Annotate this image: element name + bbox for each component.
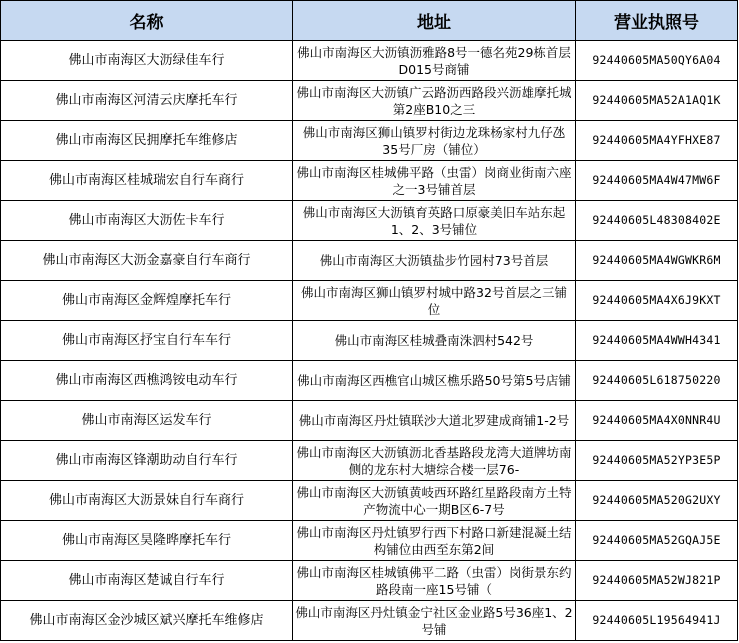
cell-address[interactable]	[293, 361, 576, 401]
cell-name[interactable]: 佛山市南海区大沥绿佳车行	[1, 41, 293, 81]
table-row	[1, 481, 738, 521]
table-row	[1, 441, 738, 481]
address-text: 佛山市南海区大沥镇沥北香基路段龙湾大道牌坊南侧的龙东村大塘综合楼一层76-	[296, 444, 572, 477]
address-text: 佛山市南海区大沥镇盐步竹园村73号首层	[319, 253, 549, 268]
table-row	[1, 241, 738, 281]
table-row	[1, 561, 738, 601]
cell-address[interactable]	[293, 241, 576, 281]
cell-address[interactable]	[293, 561, 576, 601]
cell-address[interactable]	[293, 401, 576, 441]
cell-license[interactable]: 92440605L19564941J	[576, 601, 738, 641]
address-text: 佛山市南海区大沥镇广云路沥西路段兴沥雄摩托城第2座B10之三	[296, 84, 572, 117]
cell-name[interactable]: 佛山市南海区锋潮助动自行车行	[1, 441, 293, 481]
table-row	[1, 601, 738, 641]
column-header-license: 营业执照号	[576, 1, 738, 41]
table-row	[1, 401, 738, 441]
cell-license[interactable]: 92440605MA4X0NNR4U	[576, 401, 738, 441]
address-text: 佛山市南海区丹灶镇罗行西下村路口新建混凝土结构铺位由西至东第2间	[296, 524, 572, 557]
address-text: 佛山市南海区丹灶镇联沙大道北罗建成商铺1-2号	[298, 413, 570, 428]
column-header-name: 名称	[1, 1, 293, 41]
cell-name[interactable]: 佛山市南海区河清云庆摩托车行	[1, 81, 293, 121]
cell-address[interactable]	[293, 521, 576, 561]
table-row	[1, 521, 738, 561]
cell-name[interactable]: 佛山市南海区昊隆晔摩托车行	[1, 521, 293, 561]
table-row	[1, 361, 738, 401]
cell-name[interactable]: 佛山市南海区金沙城区斌兴摩托车维修店	[1, 601, 293, 641]
cell-license[interactable]: 92440605MA4WGWKR6M	[576, 241, 738, 281]
cell-name[interactable]: 佛山市南海区运发车行	[1, 401, 293, 441]
address-text: 佛山市南海区大沥镇育英路口原豪美旧车站东起1、2、3号铺位	[302, 204, 566, 237]
header-row	[1, 1, 738, 41]
cell-license[interactable]: 92440605MA52A1AQ1K	[576, 81, 738, 121]
address-text: 佛山市南海区桂城镇佛平二路（虫雷）岗街景东约路段南一座15号铺（	[296, 564, 572, 597]
cell-license[interactable]: 92440605MA52YP3E5P	[576, 441, 738, 481]
cell-name[interactable]: 佛山市南海区大沥景妹自行车商行	[1, 481, 293, 521]
cell-address[interactable]	[293, 441, 576, 481]
cell-name[interactable]: 佛山市南海区桂城瑞宏自行车商行	[1, 161, 293, 201]
cell-name[interactable]: 佛山市南海区民拥摩托车维修店	[1, 121, 293, 161]
cell-address[interactable]	[293, 41, 576, 81]
cell-license[interactable]: 92440605MA4WWH4341	[576, 321, 738, 361]
address-text: 佛山市南海区狮山镇罗村街边龙珠杨家村九仔氹35号厂房（铺位）	[302, 124, 566, 157]
address-text: 佛山市南海区大沥镇沥雅路8号一德名苑29栋首层D015号商铺	[297, 44, 571, 77]
table-row	[1, 81, 738, 121]
cell-address[interactable]	[293, 81, 576, 121]
cell-name[interactable]: 佛山市南海区金辉煌摩托车行	[1, 281, 293, 321]
cell-license[interactable]: 92440605L618750220	[576, 361, 738, 401]
table-row	[1, 121, 738, 161]
cell-license[interactable]: 92440605MA50QY6A04	[576, 41, 738, 81]
cell-name[interactable]: 佛山市南海区大沥金嘉豪自行车商行	[1, 241, 293, 281]
cell-address[interactable]	[293, 201, 576, 241]
cell-address[interactable]	[293, 281, 576, 321]
table-row	[1, 161, 738, 201]
cell-license[interactable]: 92440605MA520G2UXY	[576, 481, 738, 521]
cell-license[interactable]: 92440605MA52GQAJ5E	[576, 521, 738, 561]
address-text: 佛山市南海区丹灶镇金宁社区金业路5号36座1、2号铺	[295, 604, 573, 637]
cell-license[interactable]: 92440605MA4YFHXE87	[576, 121, 738, 161]
cell-name[interactable]: 佛山市南海区西樵鸿铵电动车行	[1, 361, 293, 401]
table-row	[1, 41, 738, 81]
cell-address[interactable]	[293, 601, 576, 641]
cell-address[interactable]	[293, 161, 576, 201]
address-text: 佛山市南海区西樵官山城区樵乐路50号第5号店铺	[297, 373, 571, 388]
cell-license[interactable]: 92440605MA4X6J9KXT	[576, 281, 738, 321]
cell-name[interactable]: 佛山市南海区楚诚自行车行	[1, 561, 293, 601]
cell-address[interactable]	[293, 121, 576, 161]
table-row	[1, 321, 738, 361]
cell-license[interactable]: 92440605MA52WJ821P	[576, 561, 738, 601]
cell-license[interactable]: 92440605MA4W47MW6F	[576, 161, 738, 201]
cell-address[interactable]	[293, 321, 576, 361]
cell-name[interactable]: 佛山市南海区抒宝自行车车行	[1, 321, 293, 361]
address-text: 佛山市南海区桂城叠南洙泗村542号	[334, 333, 534, 348]
cell-name[interactable]: 佛山市南海区大沥佐卡车行	[1, 201, 293, 241]
cell-license[interactable]: 92440605L48308402E	[576, 201, 738, 241]
cell-address[interactable]	[293, 481, 576, 521]
table-row	[1, 281, 738, 321]
column-header-address: 地址	[293, 1, 576, 41]
table-row	[1, 201, 738, 241]
address-text: 佛山市南海区桂城佛平路（虫雷）岗商业街南六座之一3号铺首层	[296, 164, 572, 197]
address-text: 佛山市南海区大沥镇黄岐西环路红星路段南方土特产物流中心一期B区6-7号	[296, 484, 572, 517]
address-text: 佛山市南海区狮山镇罗村城中路32号首层之三铺位	[301, 284, 567, 317]
